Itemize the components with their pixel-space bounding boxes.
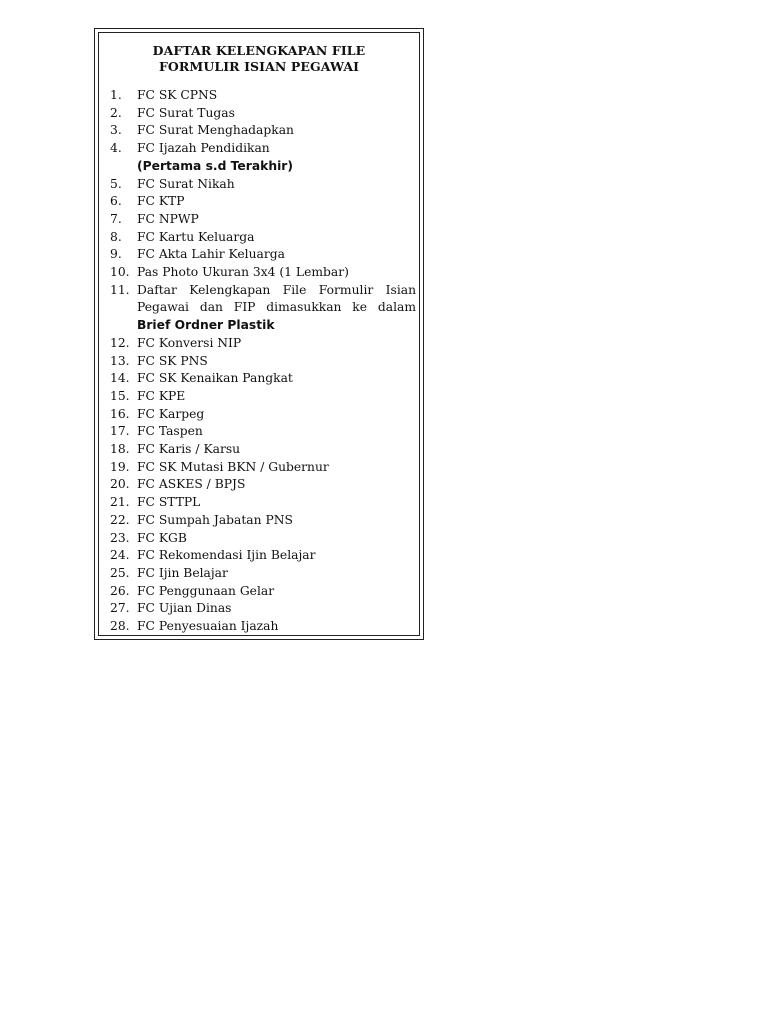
item-number: 23. — [110, 530, 130, 545]
list-item — [110, 122, 416, 140]
item-text: FC NPWP — [137, 211, 199, 226]
item-text: FC Karpeg — [137, 406, 205, 421]
item-number: 6. — [110, 194, 122, 209]
item-text: FC Ijin Belajar — [137, 565, 228, 580]
item-number: 10. — [110, 265, 130, 280]
item-number: 11. — [110, 282, 130, 297]
list-item — [110, 600, 416, 618]
item-number: 26. — [110, 583, 130, 598]
item-number: 1. — [110, 88, 122, 102]
list-item — [110, 264, 416, 282]
item-number: 22. — [110, 512, 130, 527]
item-text: FC Konversi NIP — [137, 335, 242, 350]
item-text: FC Ijazah Pendidikan — [137, 141, 270, 156]
item-text: FC SK PNS — [137, 353, 208, 368]
list-item — [110, 282, 416, 335]
item-number: 3. — [110, 123, 122, 138]
item-number: 17. — [110, 424, 130, 439]
item-text: FC KTP — [137, 194, 185, 209]
checklist — [110, 87, 416, 636]
document-inner-frame — [98, 32, 420, 636]
list-item — [110, 211, 416, 229]
list-item — [110, 512, 416, 530]
list-item — [110, 388, 416, 406]
list-item — [110, 140, 416, 175]
list-item — [110, 406, 416, 424]
item-number: 14. — [110, 371, 130, 386]
item-text: FC Akta Lahir Keluarga — [137, 247, 285, 262]
title-line-2: FORMULIR ISIAN PEGAWAI — [158, 59, 360, 74]
item-number: 27. — [110, 601, 130, 616]
list-item — [110, 618, 416, 636]
item-text: FC KGB — [137, 530, 187, 545]
item-number: 9. — [110, 247, 122, 262]
list-item — [110, 494, 416, 512]
list-item — [110, 476, 416, 494]
list-item — [110, 459, 416, 477]
item-text: FC KPE — [137, 388, 186, 403]
item-text: FC Penggunaan Gelar — [137, 583, 275, 598]
item-text: FC Sumpah Jabatan PNS — [137, 512, 293, 527]
list-item — [110, 370, 416, 388]
list-item — [110, 547, 416, 565]
list-item — [110, 583, 416, 601]
item-number: 24. — [110, 548, 130, 563]
list-item — [110, 353, 416, 371]
item-number: 8. — [110, 229, 122, 244]
list-item — [110, 246, 416, 264]
item-text: FC Taspen — [137, 424, 203, 439]
list-item — [110, 229, 416, 247]
item-number: 21. — [110, 495, 130, 510]
list-item — [110, 193, 416, 211]
item-text: FC Surat Nikah — [137, 176, 235, 191]
item-text-line-1: Daftar Kelengkapan File Formulir Isian — [137, 282, 416, 297]
item-number: 19. — [110, 459, 130, 474]
item-text-line-2: Pegawai dan FIP dimasukkan ke dalam — [137, 300, 416, 315]
list-item — [110, 441, 416, 459]
document-title — [99, 43, 419, 75]
list-item — [110, 105, 416, 123]
item-text: Pas Photo Ukuran 3x4 (1 Lembar) — [137, 265, 349, 280]
title-line-1: DAFTAR KELENGKAPAN FILE — [152, 43, 366, 58]
item-number: 20. — [110, 477, 130, 492]
item-number: 13. — [110, 353, 130, 368]
item-text: FC Surat Tugas — [137, 105, 235, 120]
list-item — [110, 176, 416, 194]
item-text: FC Kartu Keluarga — [137, 229, 255, 244]
item-number: 16. — [110, 406, 130, 421]
item-text: FC STTPL — [137, 495, 201, 510]
item-text: FC Surat Menghadapkan — [137, 123, 294, 138]
list-item — [110, 530, 416, 548]
list-item — [110, 87, 416, 105]
document-frame — [94, 28, 424, 640]
item-number: 7. — [110, 211, 122, 226]
item-number: 4. — [110, 141, 122, 156]
item-text: FC SK Kenaikan Pangkat — [137, 371, 293, 386]
item-number: 18. — [110, 442, 130, 457]
item-text: FC Penyesuaian Ijazah — [137, 619, 279, 634]
item-text: FC ASKES / BPJS — [137, 477, 246, 492]
list-item — [110, 423, 416, 441]
item-text: FC SK CPNS — [137, 88, 218, 102]
item-text: FC Karis / Karsu — [137, 442, 241, 457]
item-text: FC SK Mutasi BKN / Gubernur — [137, 459, 329, 474]
item-number: 15. — [110, 388, 130, 403]
item-number: 25. — [110, 565, 130, 580]
item-number: 2. — [110, 105, 122, 120]
item-number: 5. — [110, 176, 122, 191]
item-note: (Pertama s.d Terakhir) — [137, 158, 293, 173]
item-text: FC Ujian Dinas — [137, 601, 232, 616]
list-item — [110, 335, 416, 353]
list-item — [110, 565, 416, 583]
item-text-line-3: Brief Ordner Plastik — [137, 318, 275, 333]
item-text: FC Rekomendasi Ijin Belajar — [137, 548, 316, 563]
item-number: 12. — [110, 335, 130, 350]
item-number: 28. — [110, 619, 130, 634]
